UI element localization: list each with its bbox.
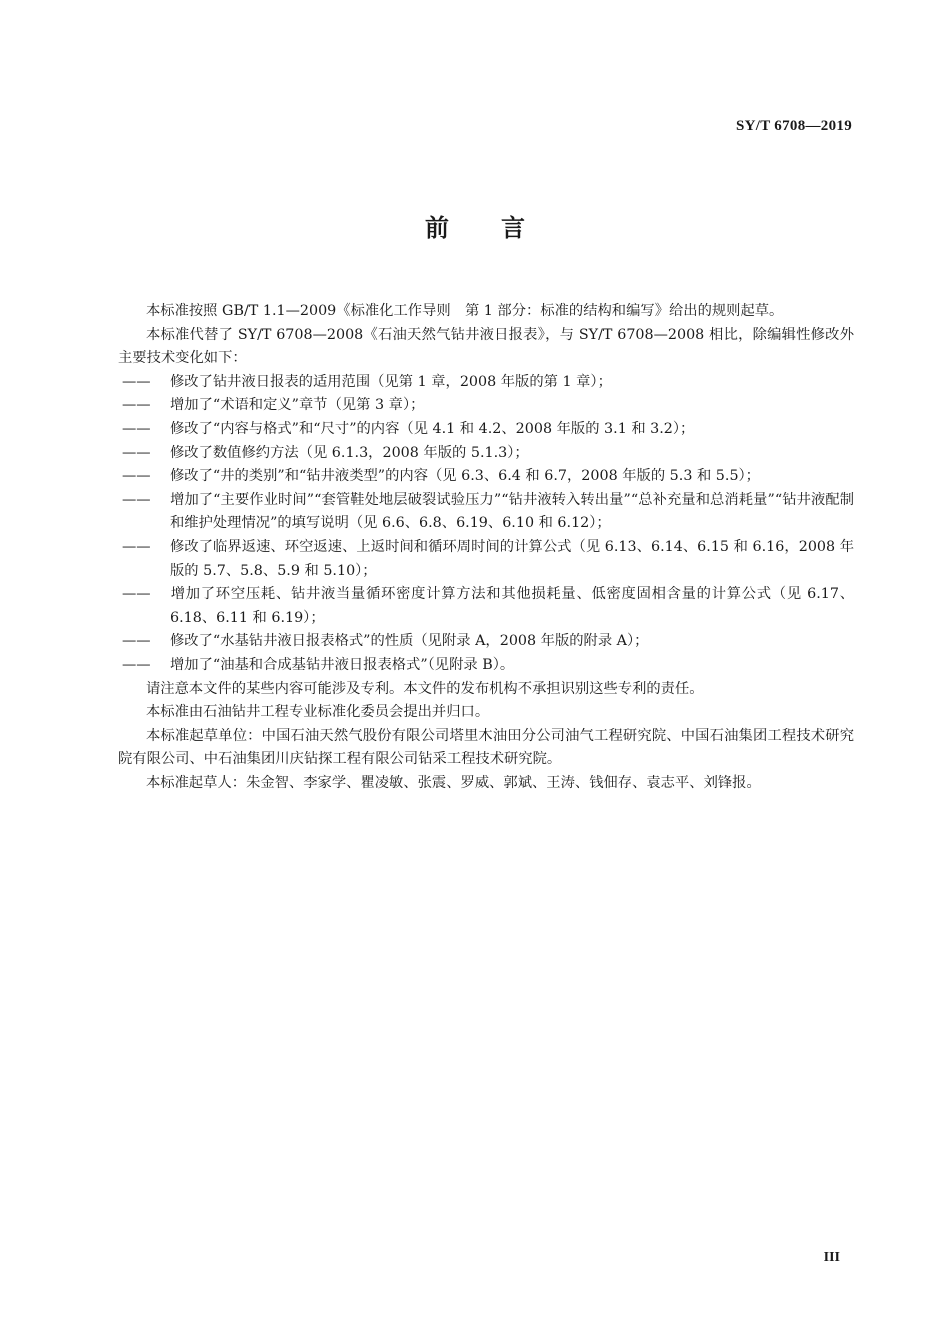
change-text: 增加了“油基和合成基钻井液日报表格式”（见附录 B）。 [170,656,515,673]
change-text: 修改了“井的类别”和“钻井液类型”的内容（见 6.3、6.4 和 6.7，2008 年版的 5.3 和 5.5）； [170,468,760,485]
change-item [118,465,854,489]
change-item [118,442,854,466]
change-item [118,654,854,678]
change-dash: —— [122,491,151,508]
title-char-1: 前 [425,214,449,242]
change-dash: —— [122,586,151,603]
page-number: III [823,1250,840,1265]
change-dash: —— [122,444,151,461]
change-item [118,489,854,536]
paragraph-proposer: 本标准由石油钻井工程专业标准化委员会提出并归口。 [146,704,490,721]
change-dash: —— [122,468,151,485]
change-text: 增加了环空压耗、钻井液当量循环密度计算方法和其他损耗量、低密度固相含量的计算公式（见 6.17、6.18、6.11 和 6.19）； [170,586,854,626]
paragraph-drafting-rules: 本标准按照 GB/T 1.1—2009《标准化工作导则 第 1 部分：标准的结构和编写》给出的规则起草。 [146,303,784,319]
change-dash: —— [122,373,151,390]
change-item [118,536,854,583]
change-text: 增加了“术语和定义”章节（见第 3 章）； [170,397,425,414]
change-item [118,371,854,395]
change-text: 修改了数值修约方法（见 6.1.3，2008 年版的 5.1.3）； [170,444,529,461]
title-char-2: 言 [501,214,525,242]
standard-number: SY/T 6708—2019 [735,118,852,134]
foreword-body [118,300,854,795]
change-dash: —— [122,633,151,650]
change-dash: —— [122,397,151,414]
change-text: 修改了临界返速、环空返速、上返时间和循环周时间的计算公式（见 6.13、6.14、6.15 和 6.16，2008 年版的 5.7、5.8、5.9 和 5.10）； [170,538,855,579]
change-dash: —— [122,538,151,555]
paragraph-drafting-units: 本标准起草单位：中国石油天然气股份有限公司塔里木油田分公司油气工程研究院、中国石油集团工程技术研究院有限公司、中石油集团川庆钻探工程有限公司钻采工程技术研究院。 [118,727,854,768]
change-dash: —— [122,420,151,437]
change-text: 修改了“水基钻井液日报表格式”的性质（见附录 A，2008 年版的附录 A）； [170,633,649,650]
paragraph-replacement: 本标准代替了 SY/T 6708—2008《石油天然气钻井液日报表》，与 SY/T 6708—2008 相比，除编辑性修改外主要技术变化如下： [118,326,854,367]
change-item [118,583,854,630]
change-item [118,418,854,442]
page-title [0,208,950,243]
change-text: 修改了“内容与格式”和“尺寸”的内容（见 4.1 和 4.2、2008 年版的 3.1 和 3.2）； [170,420,695,437]
change-item [118,394,854,418]
change-item [118,630,854,654]
change-text: 修改了钻井液日报表的适用范围（见第 1 章，2008 年版的第 1 章）； [170,373,612,390]
paragraph-drafters: 本标准起草人：朱金智、李家学、瞿凌敏、张震、罗威、郭斌、王涛、钱佃存、袁志平、刘锋报。 [146,774,761,791]
paragraph-patent-notice: 请注意本文件的某些内容可能涉及专利。本文件的发布机构不承担识别这些专利的责任。 [146,680,704,697]
change-text: 增加了“主要作业时间”“套管鞋处地层破裂试验压力”“钻井液转入转出量”“总补充量和总消耗量”“钻井液配制和维护处理情况”的填写说明（见 6.6、6.8、6.19、6.10 和 6.12）； [170,491,854,532]
change-dash: —— [122,656,151,673]
